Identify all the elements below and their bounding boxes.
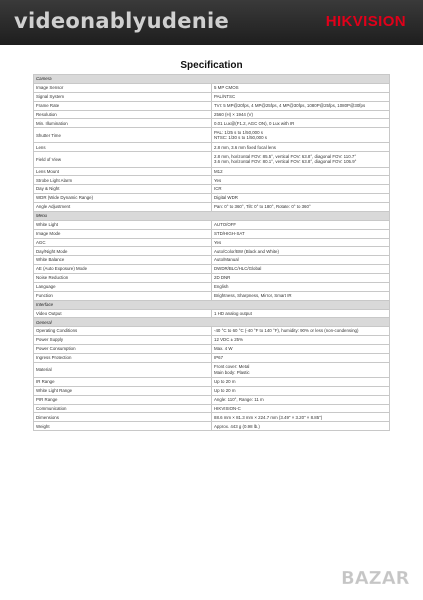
table-row: [34, 101, 390, 110]
table-row: [34, 152, 390, 167]
spec-value: [212, 291, 390, 300]
spec-value-line: PAL: 1/25 s to 1/50,000 s: [214, 129, 263, 135]
section-title: Menu: [34, 211, 390, 220]
spec-value-line: Yes: [214, 177, 222, 183]
spec-value-line: 2.8 mm, 3.6 mm fixed focal lens: [214, 144, 276, 150]
spec-value-line: 2.8 mm, horizontal FOV: 85.5°, vertical FOV: 63.8°, diagonal FOV: 110.7°: [214, 153, 357, 159]
spec-key: Material: [34, 362, 212, 377]
spec-value: [212, 83, 390, 92]
table-row: [34, 203, 390, 212]
spec-value: [212, 167, 390, 176]
table-row: [34, 395, 390, 404]
spec-value: [212, 176, 390, 185]
spec-value: [212, 353, 390, 362]
spec-key: Language: [34, 282, 212, 291]
spec-value: [212, 386, 390, 395]
section-title: General: [34, 318, 390, 327]
spec-key: Angle Adjustment: [34, 203, 212, 212]
spec-value: [212, 413, 390, 422]
spec-value-line: Auto/Color/BW (Black and White): [214, 248, 279, 254]
spec-value-line: Front cover: Metal: [214, 364, 250, 370]
spec-value-line: 2D DNR: [214, 275, 231, 281]
table-row: [34, 309, 390, 318]
spec-key: Field of View: [34, 152, 212, 167]
spec-value-line: NTSC: 1/30 s to 1/50,000 s: [214, 135, 267, 141]
site-watermark: videonablyudenie: [14, 9, 230, 33]
spec-value: [212, 185, 390, 194]
spec-key: Signal System: [34, 92, 212, 101]
spec-value: [212, 327, 390, 336]
section-header: [34, 318, 390, 327]
spec-value-line: STD/HIGH-SAT: [214, 230, 245, 236]
spec-value: [212, 362, 390, 377]
spec-value-line: Pan: 0° to 360°, Tilt: 0° to 180°, Rotate: 0° to 360°: [214, 204, 311, 210]
spec-value: [212, 395, 390, 404]
spec-value-line: Up to 20 m: [214, 388, 236, 393]
spec-value-line: Up to 20 m: [214, 379, 236, 385]
table-row: [34, 256, 390, 265]
spec-value: [212, 345, 390, 354]
section-title: Camera: [34, 75, 390, 84]
table-row: [34, 128, 390, 143]
spec-value: [212, 336, 390, 345]
spec-value-line: AUTO/OFF: [214, 221, 237, 227]
spec-value: [212, 203, 390, 212]
table-row: [34, 220, 390, 229]
spec-key: White Light Range: [34, 386, 212, 395]
spec-value-line: TVI: 5 MP@20fps, 4 MP@25fps, 4 MP@30fps, 1080P@25fps, 1080P@30fps: [214, 102, 366, 108]
spec-value: [212, 282, 390, 291]
spec-value-line: PAL/NTSC: [214, 93, 236, 99]
spec-value-line: Approx. 443 g (0.98 lb.): [214, 423, 260, 429]
section-header: [34, 75, 390, 84]
spec-value-line: Digital WDR: [214, 195, 238, 201]
spec-value-line: -40 °C to 60 °C (-40 °F to 140 °F), humidity: 90% or less (non-condensing): [214, 328, 359, 334]
table-row: [34, 83, 390, 92]
table-row: [34, 247, 390, 256]
spec-key: WDR (Wide Dynamic Range): [34, 194, 212, 203]
spec-value-line: 88.6 mm × 81.3 mm × 224.7 mm (3.49" × 3.20" × 8.85"): [214, 414, 323, 420]
hikvision-logo: HIKVISION: [325, 13, 406, 30]
spec-key: Weight: [34, 422, 212, 431]
table-row: [34, 291, 390, 300]
page-title: Specification: [180, 60, 243, 71]
bazar-watermark: [339, 565, 413, 589]
spec-key: Strobe Light Alarm: [34, 176, 212, 185]
spec-key: Shutter Time: [34, 128, 212, 143]
spec-value: [212, 422, 390, 431]
spec-key: Frame Rate: [34, 101, 212, 110]
spec-value-line: Max. 4 W: [214, 346, 233, 352]
spec-key: Lens: [34, 143, 212, 152]
spec-value: [212, 256, 390, 265]
table-row: [34, 353, 390, 362]
table-row: [34, 336, 390, 345]
spec-key: IR Range: [34, 377, 212, 386]
table-row: [34, 413, 390, 422]
table-row: [34, 404, 390, 413]
spec-key: Day/Night Mode: [34, 247, 212, 256]
spec-value-line: Yes: [214, 239, 222, 245]
table-row: [34, 119, 390, 128]
header-banner: [0, 0, 423, 45]
spec-key: AE (Auto Exposure) Mode: [34, 265, 212, 274]
spec-key: Dimensions: [34, 413, 212, 422]
table-row: [34, 238, 390, 247]
spec-value: [212, 265, 390, 274]
spec-value: [212, 229, 390, 238]
spec-value: [212, 101, 390, 110]
spec-key: Noise Reduction: [34, 274, 212, 283]
spec-value: [212, 404, 390, 413]
spec-value-line: Angle: 110°, Range: 11 m: [214, 396, 264, 402]
spec-value: [212, 220, 390, 229]
table-row: [34, 92, 390, 101]
table-row: [34, 110, 390, 119]
spec-key: PIR Range: [34, 395, 212, 404]
spec-value: [212, 92, 390, 101]
spec-value-line: 1 HD analog output: [214, 310, 252, 316]
spec-key: Operating Conditions: [34, 327, 212, 336]
bazar-watermark-text: BAZAR: [341, 568, 410, 589]
spec-key: Ingress Protection: [34, 353, 212, 362]
spec-value: [212, 128, 390, 143]
table-row: [34, 377, 390, 386]
spec-key: AGC: [34, 238, 212, 247]
spec-key: Day & Night: [34, 185, 212, 194]
spec-value: [212, 238, 390, 247]
spec-value: [212, 377, 390, 386]
spec-value-line: Main body: Plastic: [214, 369, 250, 375]
spec-key: Image Mode: [34, 229, 212, 238]
spec-value: [212, 194, 390, 203]
spec-value-line: M12: [214, 168, 223, 174]
spec-key: Power Consumption: [34, 345, 212, 354]
table-row: [34, 327, 390, 336]
spec-key: Video Output: [34, 309, 212, 318]
spec-value-line: IP67: [214, 355, 224, 361]
spec-value-line: 12 VDC ± 25%: [214, 337, 244, 343]
spec-key: Min. Illumination: [34, 119, 212, 128]
spec-value-line: Brightness, Sharpness, Mirror, Smart IR: [214, 292, 292, 298]
spec-value-line: HIKVISION-C: [214, 405, 241, 411]
spec-key: White Light: [34, 220, 212, 229]
section-title: Interface: [34, 300, 390, 309]
section-header: [34, 300, 390, 309]
spec-value-line: 3.6 mm, horizontal FOV: 80.1°, vertical FOV: 63.8°, diagonal FOV: 105.9°: [214, 159, 357, 165]
spec-value: [212, 143, 390, 152]
spec-value-line: 0.01 Lux@(F1.2, AGC ON), 0 Lux with IR: [214, 120, 295, 126]
spec-key: Power Supply: [34, 336, 212, 345]
spec-value: [212, 152, 390, 167]
spec-key: Function: [34, 291, 212, 300]
spec-value: [212, 274, 390, 283]
spec-value: [212, 309, 390, 318]
table-row: [34, 185, 390, 194]
table-row: [34, 345, 390, 354]
specification-table: [33, 74, 390, 431]
table-row: [34, 422, 390, 431]
spec-value: [212, 119, 390, 128]
spec-value-line: English: [214, 284, 229, 290]
spec-key: Communication: [34, 404, 212, 413]
table-row: [34, 194, 390, 203]
table-row: [34, 274, 390, 283]
spec-key: Image Sensor: [34, 83, 212, 92]
spec-key: White Balance: [34, 256, 212, 265]
spec-value-line: DWDR/BLC/HLC/Global: [214, 266, 262, 272]
spec-value-line: 5 MP CMOS: [214, 85, 239, 91]
spec-value-line: Auto/Manual: [214, 257, 239, 263]
table-row: [34, 265, 390, 274]
table-row: [34, 143, 390, 152]
spec-key: Lens Mount: [34, 167, 212, 176]
table-row: [34, 362, 390, 377]
table-row: [34, 229, 390, 238]
table-row: [34, 386, 390, 395]
spec-value-line: ICR: [214, 186, 222, 192]
table-row: [34, 176, 390, 185]
spec-value: [212, 110, 390, 119]
table-row: [34, 282, 390, 291]
spec-value-line: 2560 (H) × 1944 (V): [214, 111, 253, 117]
spec-key: Resolution: [34, 110, 212, 119]
table-row: [34, 167, 390, 176]
spec-value: [212, 247, 390, 256]
section-header: [34, 211, 390, 220]
